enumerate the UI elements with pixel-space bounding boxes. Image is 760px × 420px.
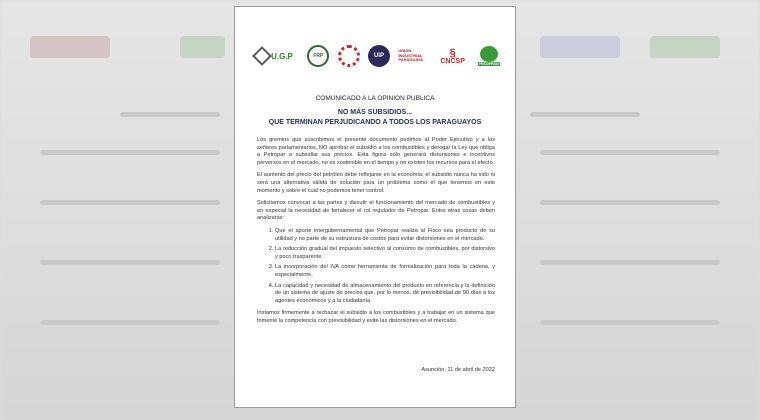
bg-line [40,260,220,265]
bg-line [540,200,720,205]
bg-line [540,150,720,155]
list-item: 4. La capacidad y necesidad de almacenamiento del producto en referencia y la definición de un sistema de ajuste de precios que, por lo menos, dé previsibilidad de 90 días a los agentes económicos y a la ciudadanía. [275,283,495,306]
bg-logo-right-1 [540,36,620,58]
fecoprod-mark-icon [480,46,498,62]
bg-line [40,200,220,205]
document-body [257,137,495,330]
cncsp-mark-icon: § [449,46,456,59]
gear-logo [338,45,360,67]
paragraph: Solicitamos convocar a las partes y discutir el funcionamiento del mercado de combustibles y en especial la necesidad de fortalecer el rol regulador de Petropar. Entre otras cosas deben analizarse: [257,200,495,222]
cncsp-logo [437,43,469,69]
document-title [235,108,515,128]
bg-line [540,320,720,325]
uip-logo-text: UNIÓN INDUSTRIAL PARAGUAYA [398,47,424,63]
document-page [234,6,516,408]
title-line-2: QUE TERMINAN PERJUDICANDO A TODOS LOS PARAGUAYOS [268,119,482,126]
cncsp-logo-text: CNCSP [440,57,465,65]
fecoprod-logo-text: FECOPROD [479,62,499,66]
bg-logo-left-1 [30,36,110,58]
bg-line [540,260,720,265]
uip-logo: UIP [368,45,390,67]
bg-line [530,112,640,117]
document-heading: COMUNICADO A LA OPINION PUBLICA [315,95,435,102]
paragraph: Los gremios que suscribimos el presente documento pedimos al Poder Ejecutivo y a los señores parlamentarios, NO aprobar el subsidio a los combustibles y derogar la Ley que obliga a Petropar a subsidiar sus precios. Esta figura sólo generará distorsiones e incentivos perversos en el mercado, no es sostenible en el tiempo y no existen los recursos para el efecto. [257,137,495,166]
ugp-logo-text: U.G.P [271,51,293,61]
analysis-list [257,228,495,305]
list-item: 2. La reducción gradual del impuesto selectivo al consumo de combustibles, por distorsivo y poco trasparente. [275,246,495,261]
list-item: 3. La incorporación del IVA como herramienta de formalización para toda la cadena, y especialmente, [275,264,495,279]
paragraph: El aumento del precio del petróleo debe reflejarse en la economía; el subsidio nunca ha sido ni será una alternativa válida de solución para un problema como el que tenemos en este momento y sobre el cual no podemos tener control. [257,172,495,194]
bg-line [40,320,220,325]
bg-line [120,112,220,117]
title-line-1: NO MÁS SUBSIDIOS... [337,109,413,116]
fecoprod-logo [477,43,501,69]
bg-logo-left-2 [180,36,225,58]
logo-row [249,39,501,73]
bg-logo-right-2 [650,36,720,58]
bg-line [40,150,220,155]
list-item: 1. Que el aporte intergubernamental que Petropar realiza al Fisco sea producto de su utilidad y no parte de su estructura de costos para evitar distorsiones en el mercado. [275,228,495,243]
frp-logo: FRP [307,45,329,67]
ugp-mark-icon [252,46,272,66]
closing-paragraph: Instamos firmemente a rechazar el subsidio a los combustibles y a trabajar en un sistema que fomente la competencia con previsibilidad y evite las distorsiones en el mercado. [257,310,495,324]
ugp-logo [249,45,299,67]
document-date: Asunción, 11 de abril de 2022 [421,367,495,373]
